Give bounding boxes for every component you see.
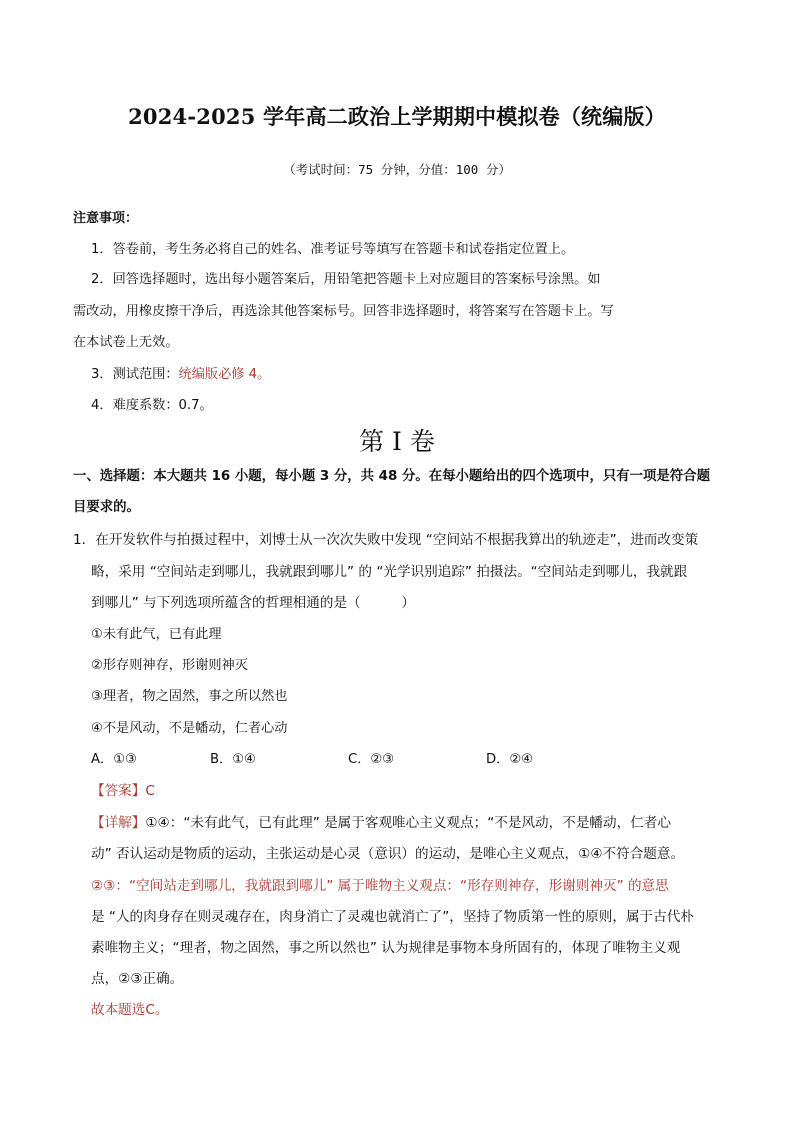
detail-line-5: 素唯物主义；“理者，物之固然，事之所以然也” 认为规律是事物本身所固有的，体现了唯物主义观 xyxy=(91,940,681,956)
test-scope: 统编版必修 4。 xyxy=(178,367,271,382)
notice-item-2-line-2: 需改动，用橡皮擦干净后，再选涂其他答案标号。回答非选择题时，将答案写在答题卡上。写 xyxy=(73,304,614,319)
option-a: A．①③ xyxy=(91,752,137,767)
detail-line-4: 是 “人的肉身存在则灵魂存在，肉身消亡了灵魂也就消亡了”，坚持了物质第一性的原则，属于古代朴 xyxy=(91,909,694,925)
statement-1: ①未有此气，已有此理 xyxy=(91,627,222,642)
notice-item-2-line-1: 2．回答选择题时，选出每小题答案后，用铅笔把答题卡上对应题目的答案标号涂黑。如 xyxy=(91,272,601,287)
detail-line-2: 动” 否认运动是物质的运动，主张运动是心灵（意识）的运动，是唯心主义观点，①④不符合题意。 xyxy=(91,846,685,862)
answer xyxy=(91,779,155,799)
detail-line-6: 点，②③正确。 xyxy=(91,971,184,987)
answer-tag: 【答案】 xyxy=(91,783,146,799)
option-d: D．②④ xyxy=(486,752,533,767)
option-c: C．②③ xyxy=(348,752,395,767)
section-instruction-line-2: 目要求的。 xyxy=(73,500,140,515)
detail-line-3: ②③：“空间站走到哪儿，我就跟到哪儿” 属于唯物主义观点：“形存则神存，形谢则神灭” 的意思 xyxy=(91,878,669,894)
exam-info: （考试时间：75 分钟，分值：100 分） xyxy=(283,162,511,177)
question-1-stem-line-3: 到哪儿” 与下列选项所蕴含的哲理相通的是（ ） xyxy=(91,595,416,611)
option-b: B．①④ xyxy=(210,752,256,767)
question-1-stem-line-2: 略，采用 “空间站走到哪儿，我就跟到哪儿” 的 “光学识别追踪” 拍摄法。“空间站走到哪儿，我就跟 xyxy=(91,564,688,580)
notice-item-2-line-3: 在本试卷上无效。 xyxy=(73,335,179,350)
statement-2: ②形存则神存，形谢则神灭 xyxy=(91,658,248,673)
statement-3: ③理者，物之固然，事之所以然也 xyxy=(91,689,288,704)
answer-value: C xyxy=(145,783,155,799)
notice-item-3-prefix: 3．测试范围： xyxy=(91,367,179,382)
detail-line-1 xyxy=(91,811,671,831)
section-title: 第 I 卷 xyxy=(359,427,435,456)
conclusion: 故本题选C。 xyxy=(91,1002,169,1018)
detail-text-1: ①④：“未有此气，已有此理” 是属于客观唯心主义观点；“不是风动，不是幡动，仁者心 xyxy=(145,815,671,831)
statement-4: ④不是风动，不是幡动，仁者心动 xyxy=(91,721,288,736)
question-1-stem-line-1: 1．在开发软件与拍摄过程中，刘博士从一次次失败中发现 “空间站不根据我算出的轨迹走”，进而改变策 xyxy=(73,532,699,548)
notice-item-3 xyxy=(91,363,270,382)
detail-tag: 【详解】 xyxy=(91,815,146,831)
notice-heading: 注意事项： xyxy=(73,211,139,226)
page-title: 2024-2025 学年高二政治上学期期中模拟卷（统编版） xyxy=(128,104,666,129)
notice-item-4: 4．难度系数：0.7。 xyxy=(91,398,213,413)
notice-item-1: 1．答卷前，考生务必将自己的姓名、准考证号等填写在答题卡和试卷指定位置上。 xyxy=(91,242,575,257)
section-instruction-line-1: 一、选择题：本大题共 16 小题，每小题 3 分，共 48 分。在每小题给出的四个选项中，只有一项是符合题 xyxy=(73,469,710,484)
